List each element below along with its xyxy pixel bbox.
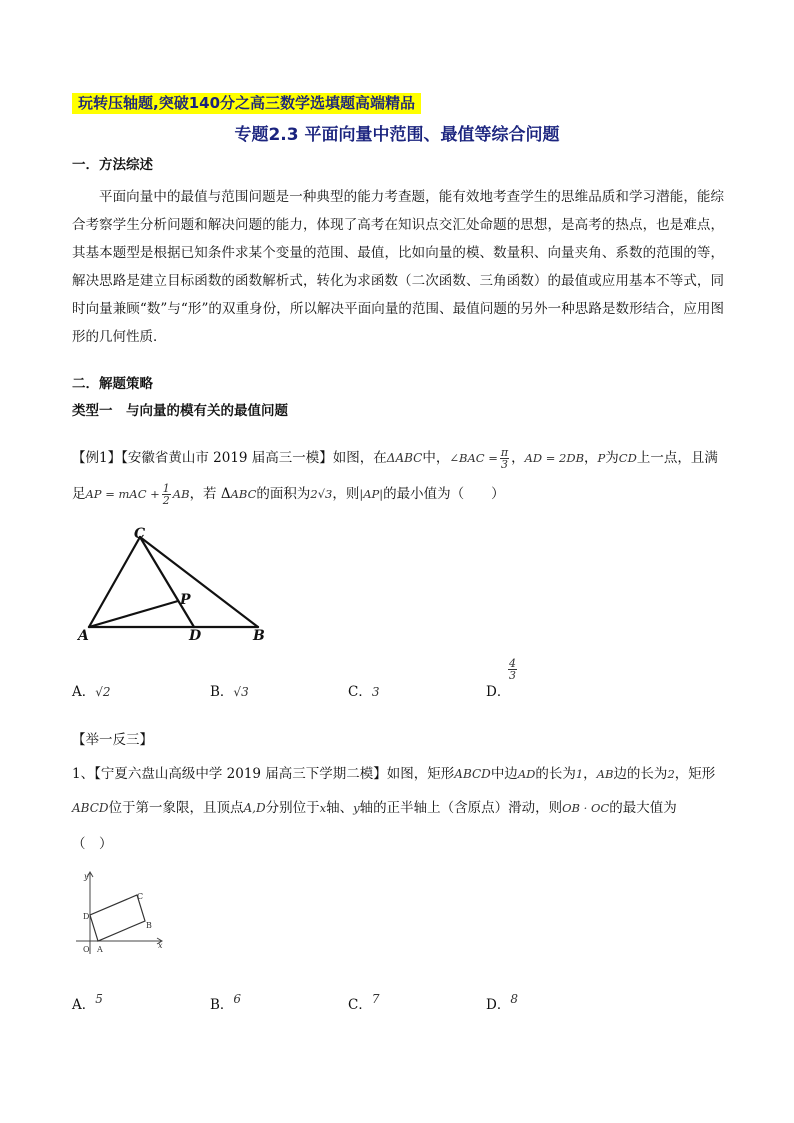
text: 如图，矩形	[386, 766, 455, 782]
math-ad-eq: AD = 2DB	[524, 451, 585, 465]
page-title: 专题2.3 平面向量中范围、最值等综合问题	[234, 125, 560, 145]
section-heading-strategy: 二．解题策略	[72, 376, 153, 392]
math-pi-over-3	[500, 447, 509, 470]
question-source: 【宁夏六盘山高级中学 2019 届高三下学期二模】	[94, 766, 387, 782]
math-ab: AB	[172, 487, 190, 501]
text: 足	[72, 486, 86, 502]
text: ，	[583, 766, 597, 782]
math-abcd: ABCD	[454, 767, 491, 781]
label-d: D	[83, 912, 90, 921]
option-d-fraction	[508, 658, 517, 681]
text: 中边	[490, 766, 518, 782]
math-a-d: A,D	[243, 801, 266, 815]
text: 上一点，且满	[636, 450, 718, 466]
option-value: √2	[95, 685, 111, 699]
option-letter: C．	[348, 684, 372, 700]
text: 的面积为	[256, 486, 311, 502]
option-letter: D．	[486, 997, 511, 1013]
math-cd: CD	[618, 451, 637, 465]
text: ，	[584, 450, 598, 466]
example-label: 【例1】	[72, 450, 122, 466]
label-c: C	[134, 526, 146, 542]
practice-option-d[interactable]	[486, 992, 518, 1013]
math-ap-expr: AP = mAC +	[85, 487, 160, 501]
example-source: 【安徽省黄山市 2019 届高三一模】	[121, 450, 333, 466]
question-number: 1、	[72, 766, 95, 782]
math-y: y	[353, 801, 360, 815]
math-two: 2	[667, 767, 675, 781]
practice-option-c[interactable]	[348, 992, 379, 1013]
series-banner: 玩转压轴题,突破140分之高三数学选填题高端精品	[72, 93, 421, 114]
frac-den: 3	[500, 458, 508, 471]
option-b[interactable]	[210, 680, 249, 700]
text: 边的长为	[613, 766, 668, 782]
example1-line2	[72, 482, 505, 506]
axis-label-x: x	[158, 941, 163, 950]
segment-cd	[140, 537, 194, 627]
label-p: P	[180, 592, 191, 608]
intro-text: 平面向量中的最值与范围问题是一种典型的能力考查题，能有效地考查学生的思维品质和学习潜能，能综合考察学生分析问题和解决问题的能力，体现了高考在知识点交汇处命题的思想，是高考的热点，也是难点，其基本题型是根据已知条件求某个变量的范围、最值，比如向量的模、数量积、向量夹角、系数的范围的等，解决思路是建立目标函数的函数解析式，转化为求函数（二次函数、三角函数）的最值或应用基本不等式，同时向量兼顾“数”与“形”的双重身份，所以解决平面向量的范围、最值问题的另外一种思路是数形结合，应用图形的几何性质．	[72, 189, 724, 345]
text: ，	[511, 450, 525, 466]
option-value: 6	[233, 992, 242, 1006]
math-abs-ap: |AP|	[359, 487, 384, 501]
text: ，若 Δ	[189, 486, 231, 502]
math-triangle: ΔABC	[386, 451, 423, 465]
practice-header: 【举一反三】	[72, 732, 153, 748]
option-a[interactable]	[72, 680, 111, 700]
frac-num: 1	[162, 482, 170, 495]
type-heading: 类型一 与向量的模有关的最值问题	[72, 403, 288, 419]
option-letter: C．	[348, 997, 372, 1013]
frac-num: π	[500, 446, 509, 459]
option-letter: A．	[72, 997, 96, 1013]
segment-cb	[140, 537, 258, 627]
text: ，则	[332, 486, 360, 502]
option-d[interactable]	[486, 680, 510, 700]
math-area: 2√3	[310, 487, 333, 501]
text: 的最大值为	[609, 800, 677, 816]
text: 中，	[422, 450, 450, 466]
label-a: A	[97, 945, 103, 954]
option-value: √3	[233, 685, 249, 699]
practice-q1-line2	[72, 796, 677, 816]
option-value: 8	[510, 992, 518, 1006]
text: 位于第一象限，且顶点	[108, 800, 244, 816]
practice-q1-paren: （ ）	[72, 836, 113, 852]
label-d: D	[189, 628, 202, 644]
option-letter: A．	[72, 684, 96, 700]
text: 的长为	[535, 766, 576, 782]
axis-label-y: y	[84, 872, 89, 881]
math-ad: AD	[517, 767, 536, 781]
text: 为	[605, 450, 619, 466]
math-ab: AB	[596, 767, 614, 781]
label-b: B	[253, 628, 265, 644]
label-a: A	[78, 628, 89, 644]
section-heading-method: 一．方法综述	[72, 157, 153, 173]
text: 轴的正半轴上（含原点）滑动，则	[359, 800, 563, 816]
math-x: x	[319, 801, 327, 815]
text: 分别位于	[265, 800, 320, 816]
label-o: O	[83, 945, 90, 954]
example1-line1	[72, 446, 718, 470]
math-abc: ABC	[230, 487, 257, 501]
frac-num: 4	[509, 657, 516, 670]
option-value: 7	[371, 992, 380, 1006]
option-c[interactable]	[348, 680, 379, 700]
practice-option-a[interactable]	[72, 992, 103, 1013]
math-one: 1	[575, 767, 584, 781]
math-dot-product: OB · OC	[562, 801, 610, 815]
option-letter: D．	[486, 684, 511, 700]
intro-paragraph	[72, 183, 724, 351]
frac-den: 2	[162, 494, 170, 507]
text: 轴、	[326, 800, 354, 816]
label-c: C	[137, 892, 144, 901]
option-letter: B．	[210, 997, 234, 1013]
label-b: B	[146, 921, 152, 930]
practice-q1-line1	[72, 762, 715, 782]
text: 的最小值为（ ）	[383, 486, 505, 502]
practice-option-b[interactable]	[210, 992, 241, 1013]
math-angle: ∠BAC =	[449, 451, 498, 465]
text: ，矩形	[674, 766, 716, 782]
math-p: P	[597, 451, 606, 465]
math-abcd: ABCD	[72, 801, 109, 815]
option-value: 5	[95, 992, 103, 1006]
option-letter: B．	[210, 684, 234, 700]
option-value: 3	[371, 685, 380, 699]
triangle-figure	[72, 525, 282, 645]
frac-den: 3	[509, 669, 516, 682]
math-half	[162, 483, 171, 506]
rectangle-axes-figure	[72, 868, 172, 960]
rectangle-abcd	[90, 895, 145, 941]
text: 如图，在	[332, 450, 387, 466]
